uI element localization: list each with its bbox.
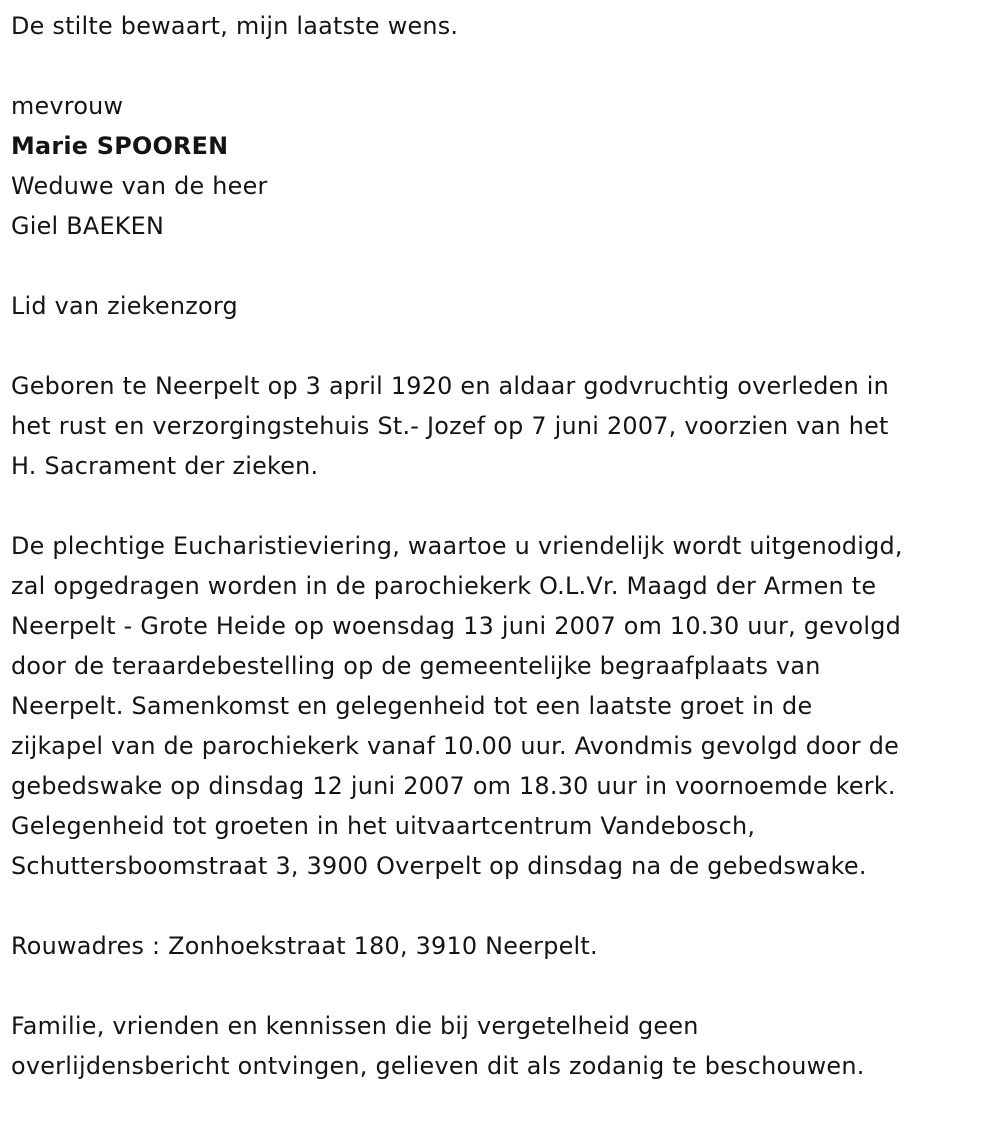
salutation: mevrouw xyxy=(11,92,124,120)
paragraph-line: Familie, vrienden en kennissen die bij vergetelheid geen xyxy=(11,1012,699,1040)
birth-death-paragraph xyxy=(11,366,996,486)
spouse-name: Giel BAEKEN xyxy=(11,212,165,240)
mourning-address: Rouwadres : Zonhoekstraat 180, 3910 Neerpelt. xyxy=(11,932,598,960)
spacer xyxy=(11,486,996,526)
motto: De stilte bewaart, mijn laatste wens. xyxy=(11,12,459,40)
deceased-name: Marie SPOOREN xyxy=(11,132,229,160)
paragraph-line: Neerpelt. Samenkomst en gelegenheid tot een laatste groet in de xyxy=(11,692,813,720)
paragraph-line: het rust en verzorgingstehuis St.- Jozef op 7 juni 2007, voorzien van het xyxy=(11,412,889,440)
paragraph-line: zijkapel van de parochiekerk vanaf 10.00 uur. Avondmis gevolgd door de xyxy=(11,732,900,760)
ceremony-paragraph xyxy=(11,526,996,886)
paragraph-line: zal opgedragen worden in de parochiekerk O.L.Vr. Maagd der Armen te xyxy=(11,572,877,600)
closing-paragraph xyxy=(11,1006,996,1086)
paragraph-line: H. Sacrament der zieken. xyxy=(11,452,319,480)
paragraph-line: door de teraardebestelling op de gemeentelijke begraafplaats van xyxy=(11,652,821,680)
spacer xyxy=(11,246,996,286)
spacer xyxy=(11,326,996,366)
paragraph-line: gebedswake op dinsdag 12 juni 2007 om 18.30 uur in voornoemde kerk. xyxy=(11,772,896,800)
paragraph-line: Neerpelt - Grote Heide op woensdag 13 juni 2007 om 10.30 uur, gevolgd xyxy=(11,612,901,640)
widow-of-label: Weduwe van de heer xyxy=(11,172,268,200)
paragraph-line: Geboren te Neerpelt op 3 april 1920 en aldaar godvruchtig overleden in xyxy=(11,372,890,400)
spacer xyxy=(11,46,996,86)
paragraph-line: De plechtige Eucharistieviering, waartoe u vriendelijk wordt uitgenodigd, xyxy=(11,532,903,560)
paragraph-line: Schuttersboomstraat 3, 3900 Overpelt op dinsdag na de gebedswake. xyxy=(11,852,867,880)
membership: Lid van ziekenzorg xyxy=(11,292,238,320)
paragraph-line: Gelegenheid tot groeten in het uitvaartcentrum Vandebosch, xyxy=(11,812,756,840)
spacer xyxy=(11,966,996,1006)
paragraph-line: overlijdensbericht ontvingen, gelieven dit als zodanig te beschouwen. xyxy=(11,1052,865,1080)
obituary-notice xyxy=(11,6,996,1086)
spacer xyxy=(11,886,996,926)
